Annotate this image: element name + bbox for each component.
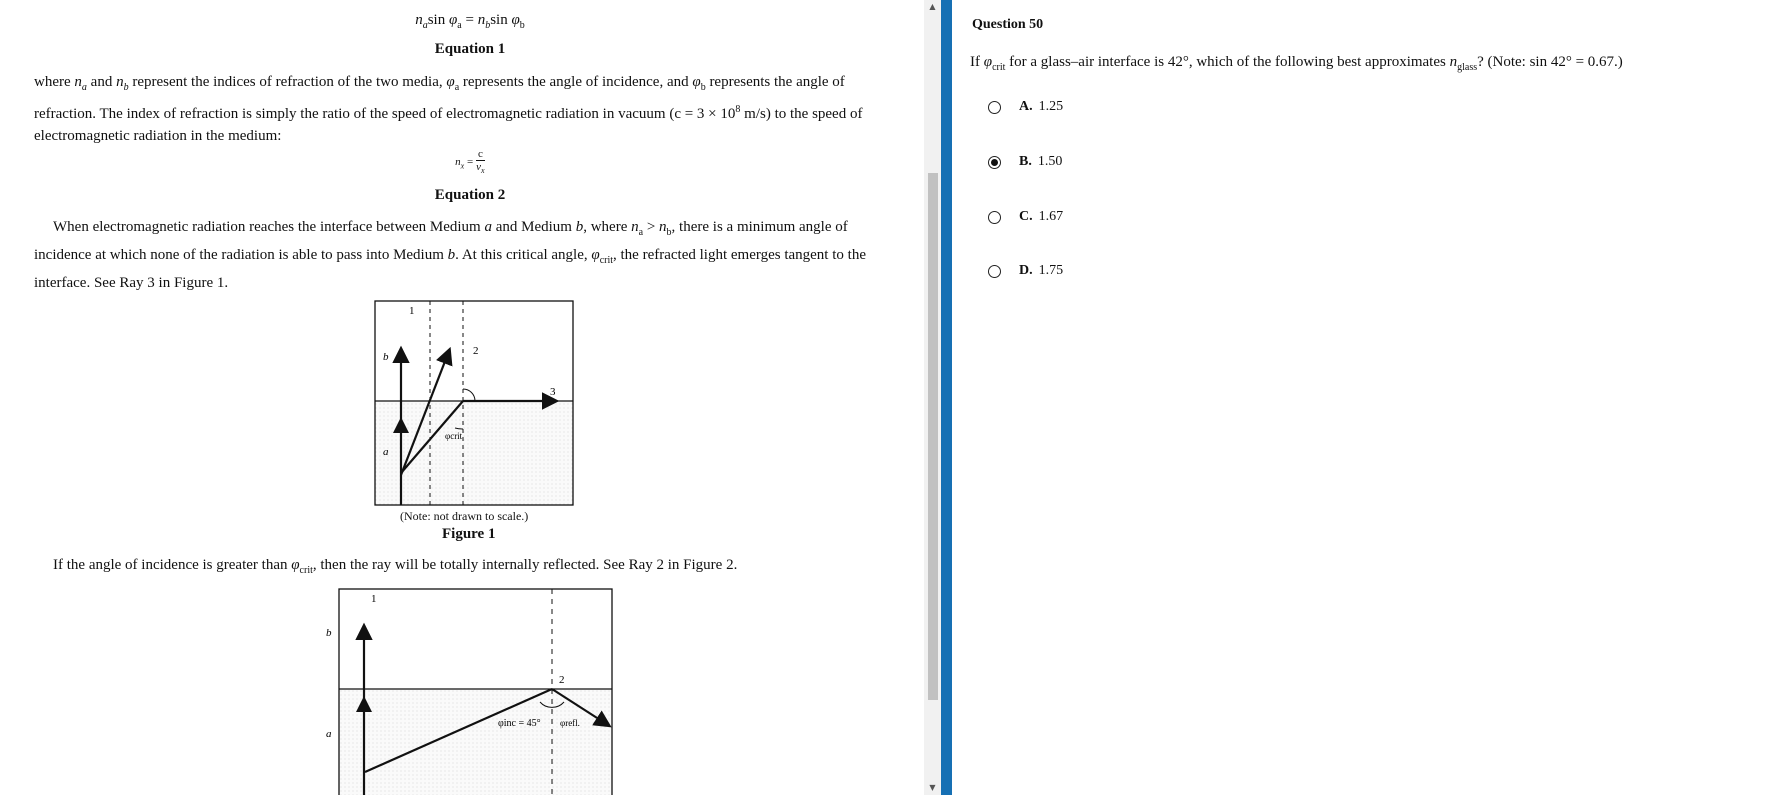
choice-c[interactable]: C. 1.67 [988, 209, 1063, 225]
figure-1-ray-2-label: 2 [473, 345, 479, 357]
figure-2 [320, 582, 620, 795]
radio-choice-b[interactable] [988, 156, 1001, 169]
paragraph-3: If the angle of incidence is greater than $\varphi_{crit}$, then the ray will be totally internally reflected. See Ray 2 in Figure 2. [53, 557, 738, 576]
equation-1-label: Equation 1 [434, 41, 506, 57]
passage-scrollbar[interactable] [924, 0, 941, 795]
paragraph-1: where $n_a$ and $n_b$ represent the indices of refraction of the two media, $\varphi_a$ represents the angle of incidence, and $\varphi_b$ represents the angle of refraction. The index of refraction is simply the ratio of the speed of electromagnetic radiation in vacuum ($c = 3 \times 10^8$ m/s) to the speed of electromagnetic radiation in the medium: [34, 74, 863, 144]
figure-1-caption: Figure 1 [442, 526, 496, 542]
question-text: If $\varphi_{crit}$ for a glass–air interface is 42°, which of the following best approximates $n_{glass}$? (Note: sin 42° = 0.67.) [970, 54, 1623, 73]
choice-a-value: 1.25 [1038, 99, 1064, 114]
figure-1-note: (Note: not drawn to scale.) [400, 509, 529, 523]
equation-2-label: Equation 2 [434, 187, 506, 203]
figure-2-ray-2-label: 2 [559, 674, 565, 686]
radio-choice-c[interactable] [988, 211, 1001, 224]
pane-divider[interactable] [941, 0, 952, 795]
scrollbar-thumb[interactable] [928, 173, 938, 700]
radio-choice-d[interactable] [988, 265, 1001, 278]
choice-c-value: 1.67 [1038, 209, 1064, 224]
figure-1-ray-3-label: 3 [550, 386, 556, 398]
radio-choice-a[interactable] [988, 101, 1001, 114]
choice-d[interactable]: D. 1.75 [988, 263, 1063, 279]
scroll-up-icon[interactable]: ▲ [929, 2, 936, 11]
paragraph-2: When electromagnetic radiation reaches the interface between Medium a and Medium b, where $n_a > n_b$, there is a minimum angle of incidence at which none of the radiation is able to pass into Medium b. At this critical angle, $\varphi_{crit}$, the refracted light emerges tangent to the interface. See Ray 3 in Figure 1. [34, 219, 866, 291]
figure-1-label-a: a [383, 446, 389, 458]
figure-1-crit-label: φcrit [445, 431, 463, 441]
figure-2-inc-label: φinc = 45° [498, 718, 541, 729]
scroll-down-icon[interactable]: ▼ [929, 783, 936, 792]
choice-a[interactable]: A. 1.25 [988, 99, 1063, 115]
question-pane [952, 0, 1770, 795]
figure-2-label-b: b [326, 627, 332, 639]
equation-2: $n_x$ = $\frac{c}{v_x}$ [455, 148, 485, 176]
choice-b[interactable]: B. 1.50 [988, 154, 1062, 170]
question-title: Question 50 [972, 17, 1044, 32]
equation-1: $n_a\sin$ $\varphi_a = n_b\sin$ $\varphi_b$ [415, 12, 525, 31]
choice-b-value: 1.50 [1037, 154, 1063, 169]
figure-2-ray-1-label: 1 [371, 593, 377, 605]
figure-1-ray-1-label: 1 [409, 305, 415, 317]
figure-1-label-b: b [383, 351, 389, 363]
figure-2-refl-label: φrefl. [560, 718, 580, 728]
figure-1 [355, 295, 585, 545]
choice-d-value: 1.75 [1038, 263, 1064, 278]
figure-2-label-a: a [326, 728, 332, 740]
